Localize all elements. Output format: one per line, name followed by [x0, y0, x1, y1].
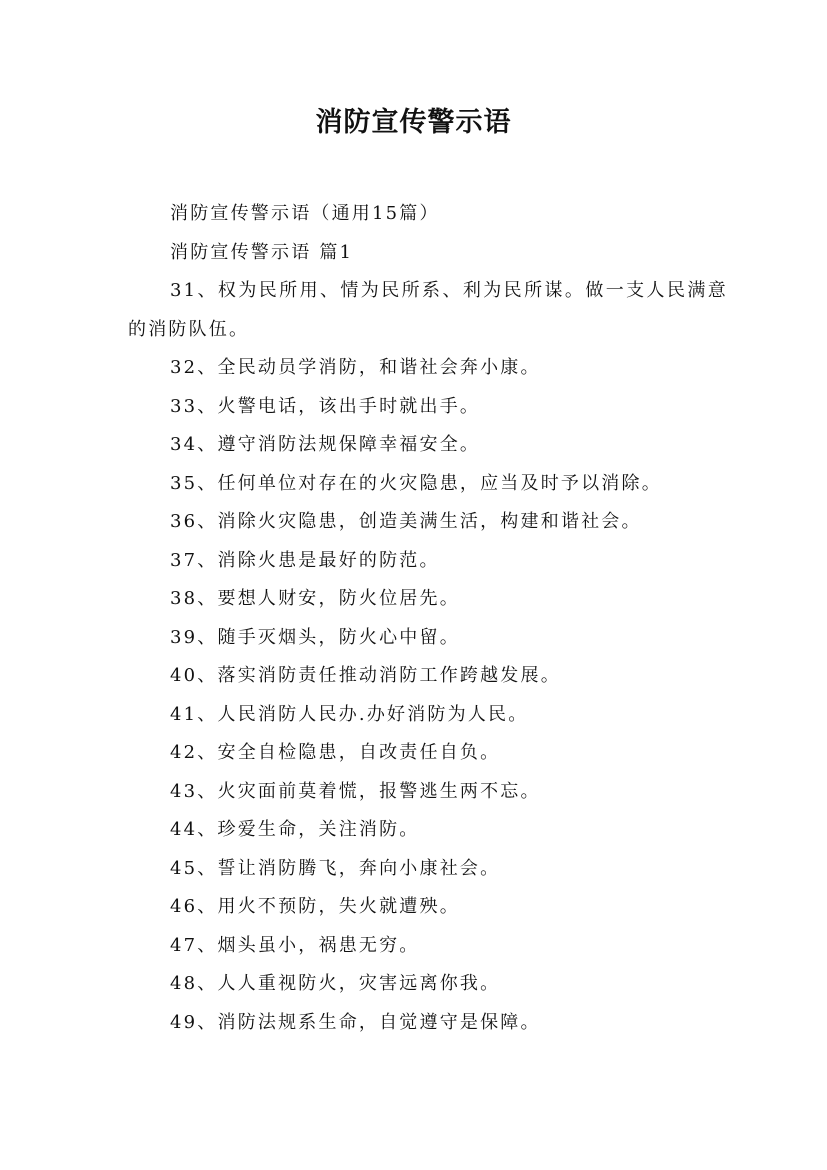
- slogan-item: 32、全民动员学消防，和谐社会奔小康。: [170, 357, 541, 378]
- document-body: [128, 195, 728, 1042]
- slogan-item: 43、火灾面前莫着慌，报警逃生两不忘。: [170, 780, 541, 802]
- slogan-item: 39、随手灭烟头，防火心中留。: [170, 626, 460, 648]
- slogan-item: 38、要想人财安，防火位居先。: [170, 588, 460, 609]
- slogan-item: 48、人人重视防火，灾害远离你我。: [170, 973, 501, 994]
- slogan-item: 47、烟头虽小，祸患无穷。: [170, 934, 420, 956]
- slogan-item: 45、誓让消防腾飞，奔向小康社会。: [170, 857, 501, 879]
- slogan-item: 33、火警电话，该出手时就出手。: [170, 395, 481, 417]
- document-title: 消防宣传警示语: [315, 107, 512, 138]
- slogan-item: 31、权为民所用、情为民所系、利为民所谋。做一支人民满意的消防队伍。: [128, 280, 728, 340]
- slogan-item: 36、消除火灾隐患，创造美满生活，构建和谐社会。: [170, 511, 642, 532]
- slogan-item: 37、消除火患是最好的防范。: [170, 549, 440, 571]
- slogan-item: 42、安全自检隐患，自改责任自负。: [170, 742, 501, 763]
- document-subtitle: 消防宣传警示语（通用15篇）: [170, 203, 440, 224]
- slogan-item: 46、用火不预防，失火就遭殃。: [170, 896, 460, 917]
- section-heading: 消防宣传警示语 篇1: [170, 241, 354, 263]
- slogan-item: 34、遵守消防法规保障幸福安全。: [170, 434, 481, 455]
- slogan-item: 35、任何单位对存在的火灾隐患，应当及时予以消除。: [170, 472, 662, 494]
- slogan-item: 40、落实消防责任推动消防工作跨越发展。: [170, 665, 561, 686]
- slogan-item: 49、消防法规系生命，自觉遵守是保障。: [170, 1011, 541, 1033]
- slogan-item: 44、珍爱生命，关注消防。: [170, 819, 420, 840]
- slogan-item: 41、人民消防人民办.办好消防为人民。: [170, 703, 529, 725]
